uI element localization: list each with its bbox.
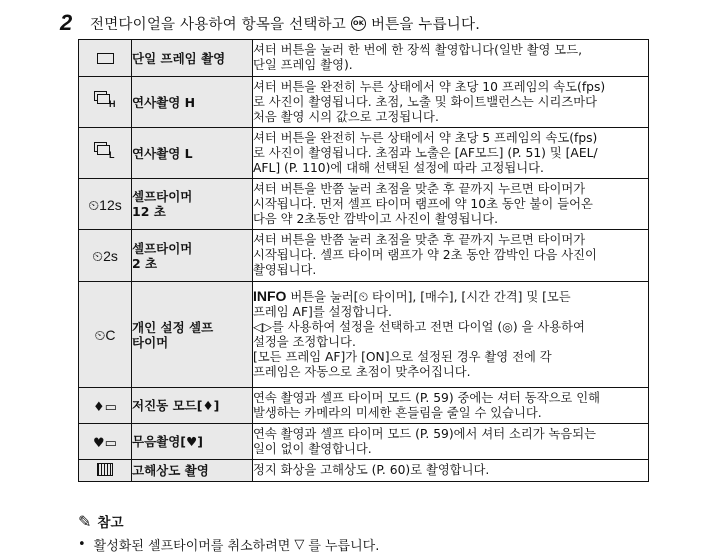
single-frame-icon xyxy=(97,53,114,64)
table-row xyxy=(79,40,649,77)
mode-name: 연사촬영 L xyxy=(132,128,253,179)
step-text: 전면다이얼을 사용하여 항목을 선택하고 OK 버튼을 누릅니다. xyxy=(90,16,481,33)
step-instruction xyxy=(60,10,710,36)
mode-description: 셔터 버튼을 완전히 누른 상태에서 약 초당 10 프레임의 속도(fps) 로 사진이 촬영됩니다. 초점, 노출 및 화이트밸런스는 시리즈마다 처음 촬영 시의 값으로 고정됩니다. xyxy=(253,77,649,128)
table-row xyxy=(79,424,649,460)
table-row xyxy=(79,77,649,128)
mode-description: 셔터 버튼을 반쯤 눌러 초점을 맞춘 후 끝까지 누르면 타이머가 시작됩니다. 먼저 셀프 타이머 램프에 약 10초 동안 불이 들어온 다음 약 2초동안 깜박이고 사진이 촬영됩니다. xyxy=(253,179,649,230)
mode-description: INFO 버튼을 눌러[⏲ 타이머], [매수], [시간 간격] 및 [모든 프레임 AF]를 설정합니다. ◁▷를 사용하여 설정을 선택하고 전면 다이얼 (◎) 을 사용하여 설정을 조정합니다. [모든 프레임 AF]가 [ON]으로 설정된 경우 촬영 전에 각 프레임은 자동으로 초점이 맞추어집니다. xyxy=(253,282,649,388)
mode-description: 정지 화상을 고해상도 (P. 60)로 촬영합니다. xyxy=(253,460,649,482)
drive-mode-table xyxy=(78,39,649,482)
sequential-h-icon: H xyxy=(94,91,116,109)
info-button-label: INFO xyxy=(253,288,287,304)
table-row xyxy=(79,179,649,230)
step-number: 2 xyxy=(60,10,73,35)
mode-name: 연사촬영 H xyxy=(132,77,253,128)
note-bullet: • 활성화된 셀프타이머를 취소하려면 ▽ 를 누릅니다. xyxy=(78,537,380,554)
self-timer-2s-icon: ⏲2s xyxy=(92,248,118,264)
mode-description: 셔터 버튼을 눌러 한 번에 한 장씩 촬영합니다(일반 촬영 모드, 단일 프레임 촬영). xyxy=(253,40,649,77)
left-right-arrow-icon: ◁▷ xyxy=(253,320,272,334)
table-row xyxy=(79,282,649,388)
mode-name: 개인 설정 셀프 타이머 xyxy=(132,282,253,388)
mode-description: 연속 촬영과 셀프 타이머 모드 (P. 59)에서 셔터 소리가 녹음되는 일이 없이 촬영합니다. xyxy=(253,424,649,460)
anti-shock-icon: ♦▭ xyxy=(93,400,117,415)
mode-name: 저진동 모드[♦] xyxy=(132,388,253,424)
mode-name: 무음촬영[♥] xyxy=(132,424,253,460)
down-arrow-icon: ▽ xyxy=(294,537,305,552)
note-heading: ✎ 참고 xyxy=(78,511,124,531)
mode-name: 단일 프레임 촬영 xyxy=(132,40,253,77)
silent-icon: ♥▭ xyxy=(93,436,117,451)
custom-self-timer-icon: ⏲C xyxy=(94,327,116,343)
ok-button-icon: OK xyxy=(351,16,366,31)
mode-description: 셔터 버튼을 반쯤 눌러 초점을 맞춘 후 끝까지 누르면 타이머가 시작됩니다. 셀프 타이머 램프가 약 2초 동안 깜박인 다음 사진이 촬영됩니다. xyxy=(253,230,649,282)
mode-description: 셔터 버튼을 완전히 누른 상태에서 약 초당 5 프레임의 속도(fps) 로 사진이 촬영됩니다. 초점과 노출은 [AF모드] (P. 51) 및 [AEL/ AFL] (P. 110)에 대해 선택된 설정에 따라 고정됩니다. xyxy=(253,128,649,179)
high-res-icon xyxy=(97,463,113,476)
timer-icon: ⏲ xyxy=(358,290,369,304)
table-row xyxy=(79,460,649,482)
mode-name: 셀프타이머 12 초 xyxy=(132,179,253,230)
pencil-note-icon: ✎ xyxy=(78,511,92,531)
table-row xyxy=(79,388,649,424)
mode-name: 셀프타이머 2 초 xyxy=(132,230,253,282)
table-row xyxy=(79,128,649,179)
mode-name: 고해상도 촬영 xyxy=(132,460,253,482)
self-timer-12s-icon: ⏲12s xyxy=(88,196,122,213)
mode-description: 연속 촬영과 셀프 타이머 모드 (P. 59) 중에는 셔터 동작으로 인해 발생하는 카메라의 미세한 흔들림을 줄일 수 있습니다. xyxy=(253,388,649,424)
sequential-l-icon: L xyxy=(94,142,116,160)
front-dial-icon: ◎ xyxy=(502,320,513,334)
table-row xyxy=(79,230,649,282)
